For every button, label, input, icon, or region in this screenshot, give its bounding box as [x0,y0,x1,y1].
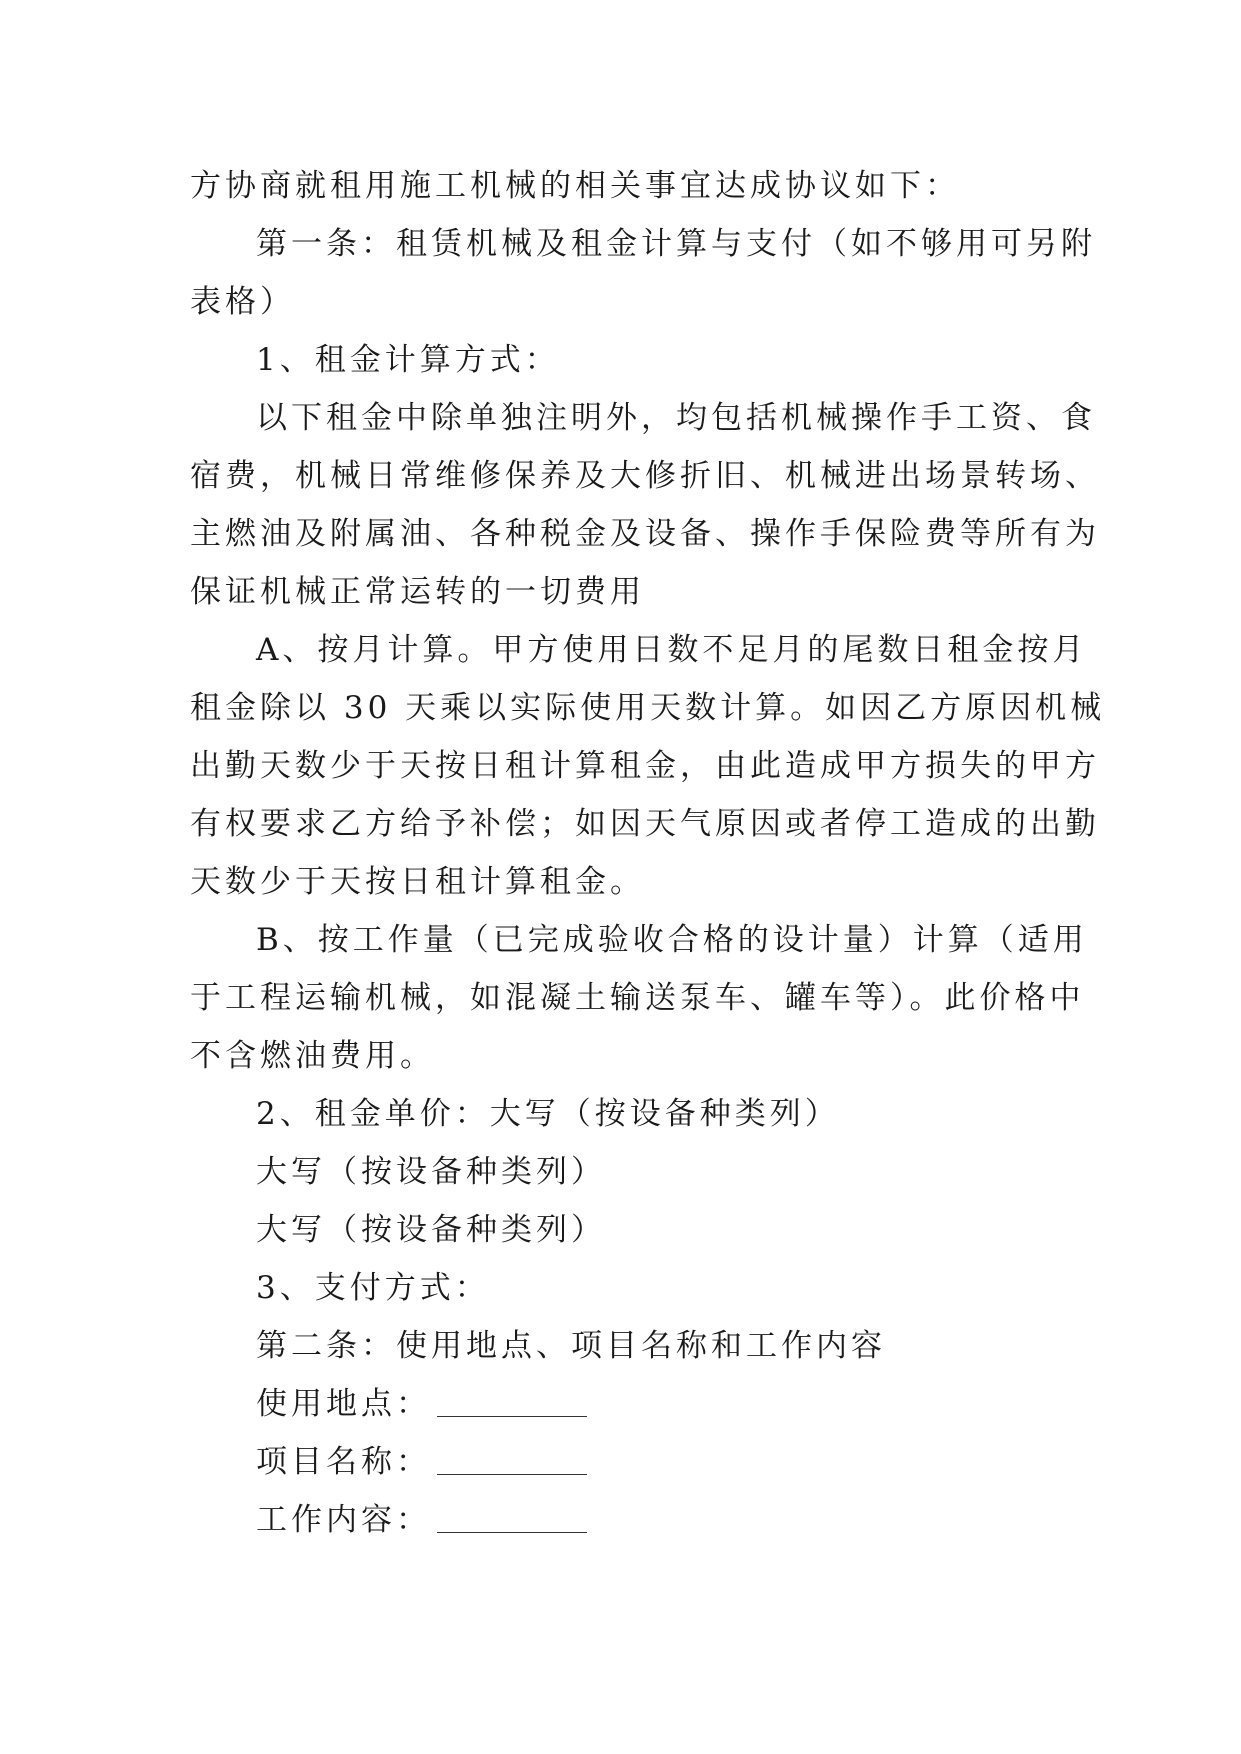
paragraph-line: 租金除以 30 天乘以实际使用天数计算。如因乙方原因机械 [190,690,1106,726]
article-one-heading: 第一条：租赁机械及租金计算与支付（如不够用可另附 [256,226,1096,262]
unit-price-line: 大写（按设备种类列） [256,1154,606,1190]
paragraph-line: 有权要求乙方给予补偿；如因天气原因或者停工造成的出勤 [190,806,1100,842]
project-name-row [190,1433,1050,1491]
paragraph-line: 出勤天数少于天按日租计算租金，由此造成甲方损失的甲方 [190,748,1100,784]
article-two-heading: 第二条：使用地点、项目名称和工作内容 [256,1328,886,1364]
usage-location-row [190,1375,1050,1433]
work-content-row [190,1491,1050,1549]
paragraph-line: 方协商就租用施工机械的相关事宜达成协议如下： [190,168,960,204]
paragraph-line: 以下租金中除单独注明外，均包括机械操作手工资、食 [256,400,1096,436]
section-heading-unit-price: 2、租金单价：大写（按设备种类列） [256,1096,840,1132]
usage-location-label: 使用地点： [256,1386,431,1422]
work-content-label: 工作内容： [256,1502,431,1538]
project-name-label: 项目名称： [256,1444,431,1480]
paragraph-line: 主燃油及附属油、各种税金及设备、操作手保险费等所有为 [190,516,1100,552]
document-body [190,157,1106,1549]
clause-b-line: B、按工作量（已完成验收合格的设计量）计算（适用 [256,922,1088,958]
paragraph-line: 保证机械正常运转的一切费用 [190,574,645,610]
work-content-blank [437,1510,587,1533]
section-heading-rent-calculation: 1、租金计算方式： [256,342,560,378]
section-heading-payment-method: 3、支付方式： [256,1270,490,1306]
paragraph-line: 天数少于天按日租计算租金。 [190,864,645,900]
paragraph-line: 不含燃油费用。 [190,1038,435,1074]
project-name-blank [437,1452,587,1475]
paragraph-line: 表格） [190,284,295,320]
unit-price-line: 大写（按设备种类列） [256,1212,606,1248]
paragraph-line: 宿费，机械日常维修保养及大修折旧、机械进出场景转场、 [190,458,1100,494]
paragraph-line: 于工程运输机械，如混凝土输送泵车、罐车等）。此价格中 [190,980,1085,1016]
usage-location-blank [437,1394,587,1417]
clause-a-line: A、按月计算。甲方使用日数不足月的尾数日租金按月 [256,632,1088,668]
